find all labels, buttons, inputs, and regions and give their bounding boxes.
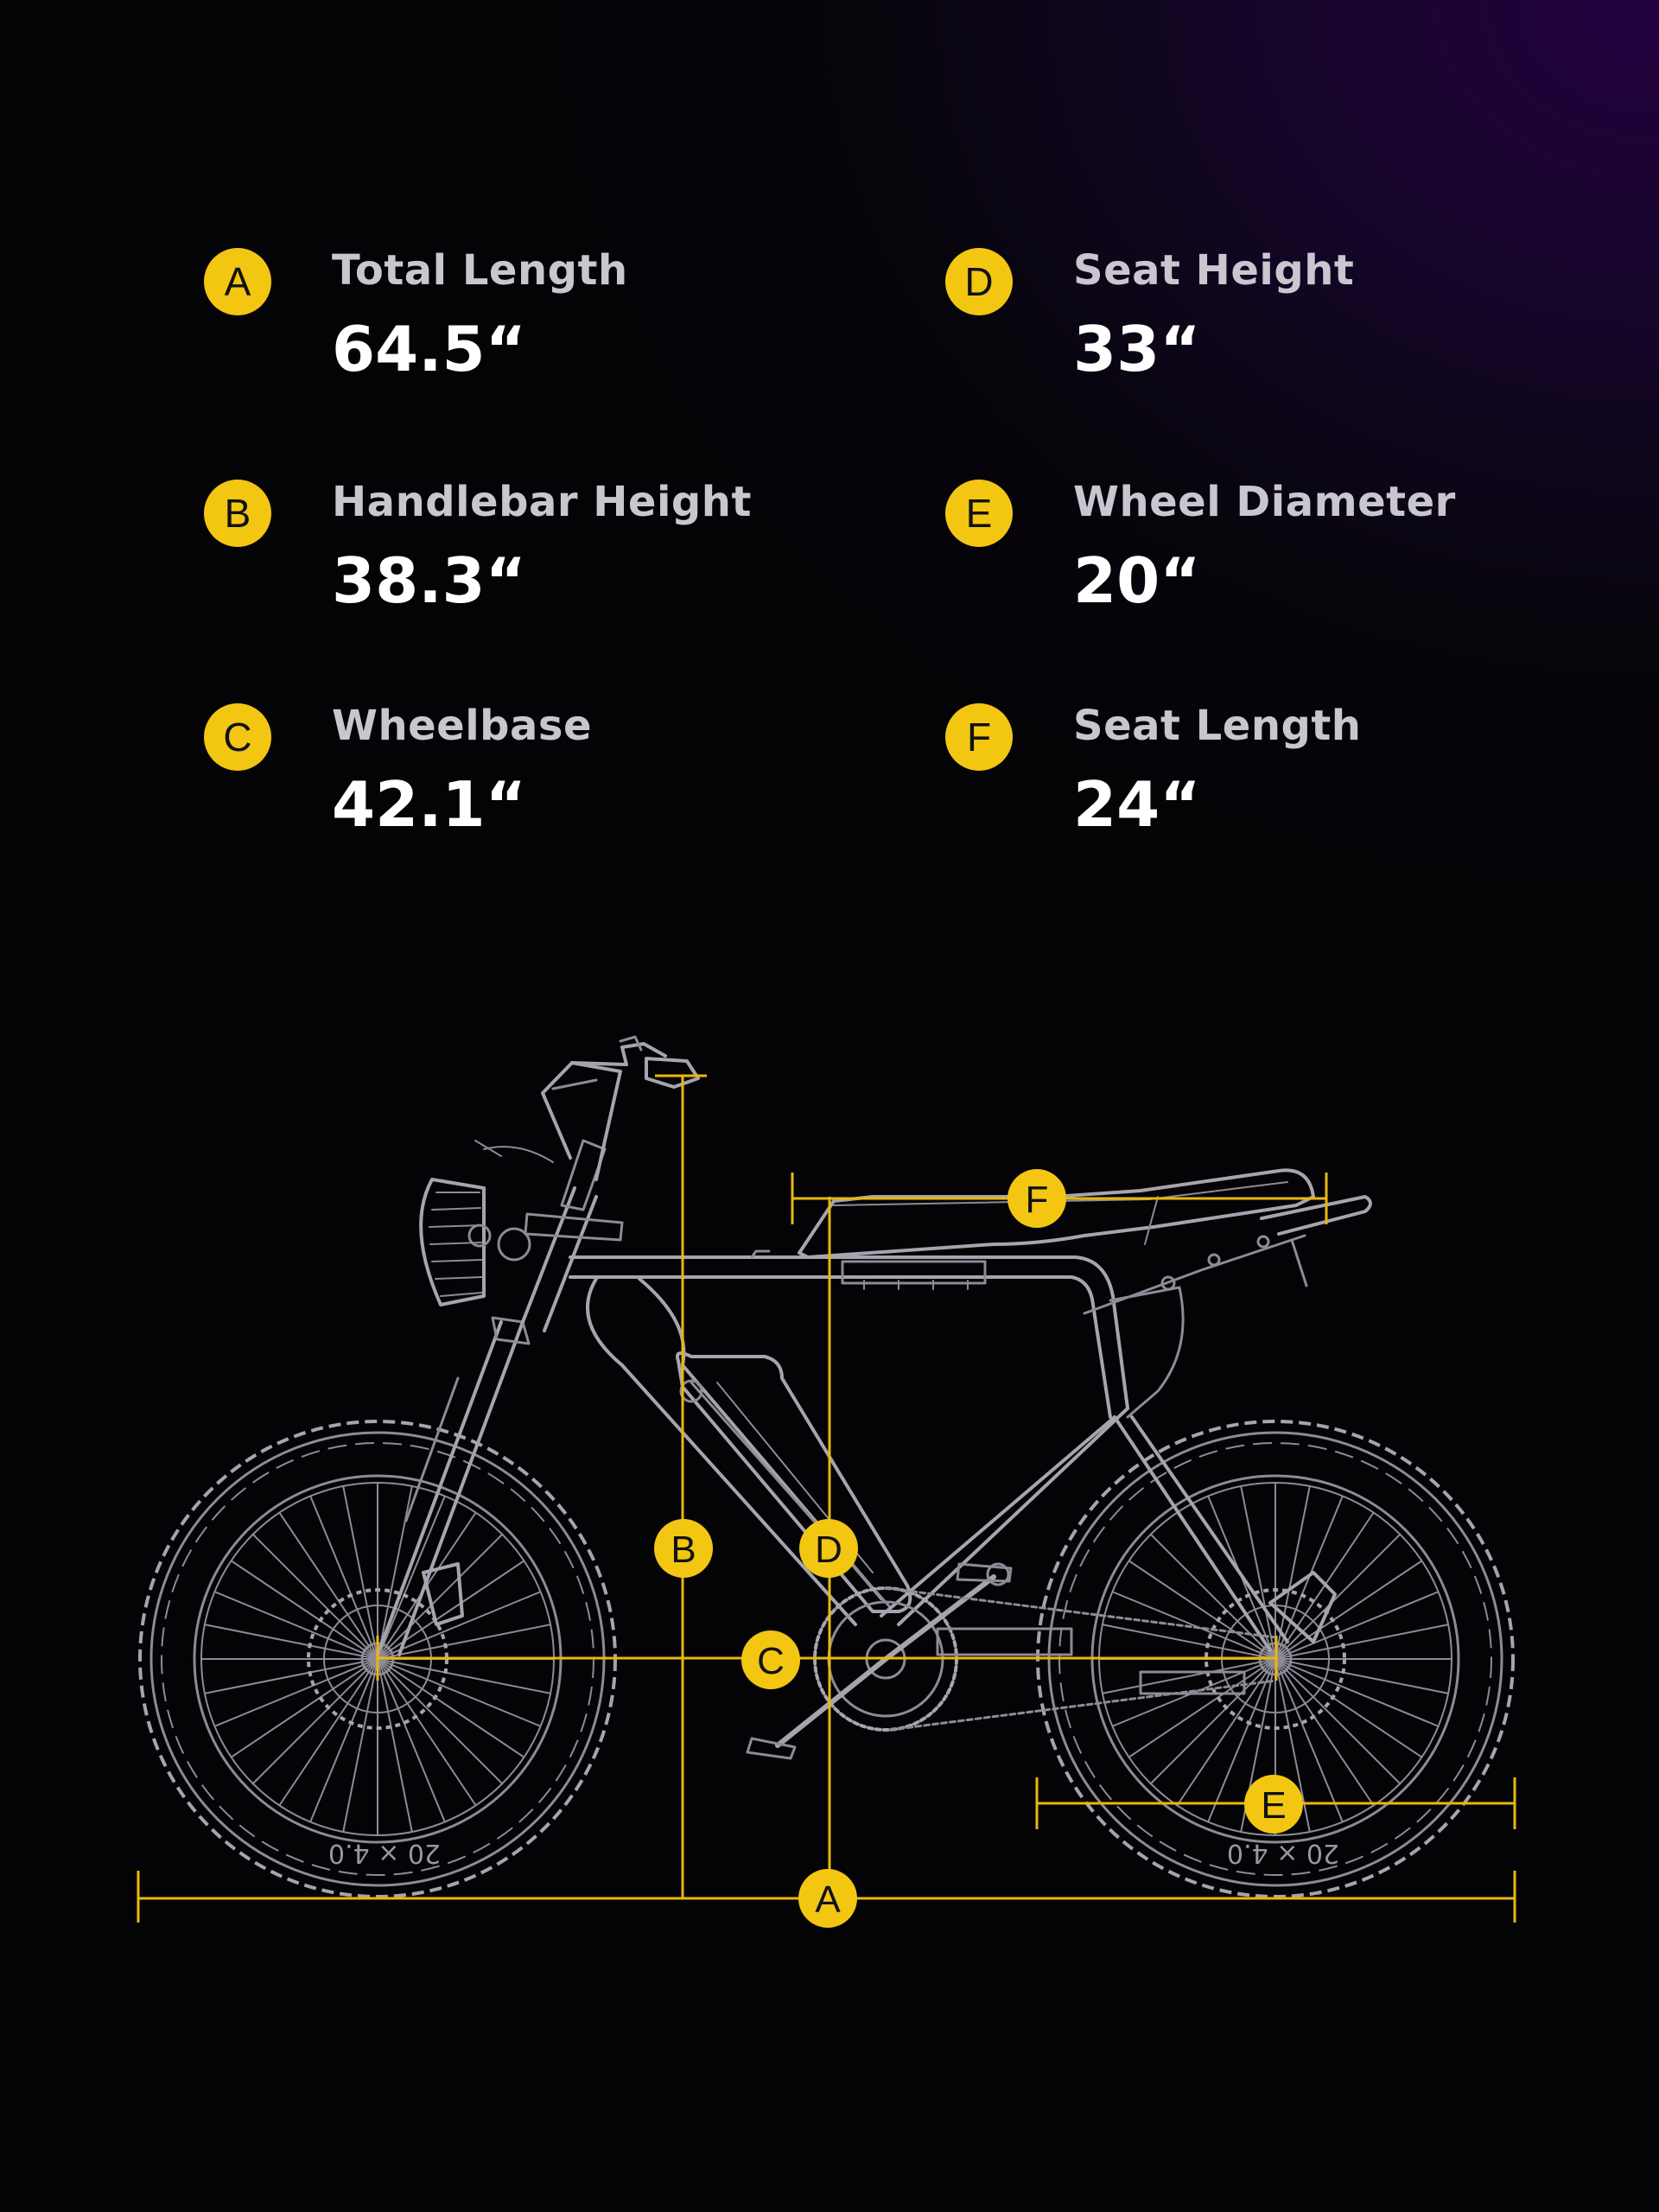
rear-tire-size-label: 20 × 4.0 [1226,1838,1340,1868]
spec-value: 38.3“ [332,544,526,617]
spec-label: Seat Length [1073,702,1362,750]
marker-label: C [757,1640,785,1682]
badge-d: D [945,248,1013,315]
dimension-marker-a [798,1869,857,1928]
dimension-marker-f [1007,1169,1066,1228]
dimension-marker-c [741,1630,800,1689]
badge-c: C [204,703,271,771]
marker-label: B [671,1529,696,1571]
spec-value: 24“ [1073,768,1201,841]
badge-f: F [945,703,1013,771]
spec-value: 42.1“ [332,768,526,841]
spec-handlebar-height [204,480,861,652]
dimension-marker-d [799,1519,858,1578]
front-tire-size-label: 20 × 4.0 [327,1838,442,1868]
marker-label: D [815,1529,842,1571]
spec-label: Total Length [332,246,628,295]
dimension-marker-e [1244,1775,1303,1834]
spec-value: 64.5“ [332,313,526,385]
spec-label: Seat Height [1073,246,1355,295]
bike-dimension-diagram [0,1002,1659,2039]
spec-wheel-diameter [945,480,1602,652]
spec-label: Handlebar Height [332,478,752,526]
spec-list [0,0,1659,907]
spec-seat-height [945,248,1602,421]
dimension-marker-b [654,1519,713,1578]
spec-value: 20“ [1073,544,1201,617]
bike-frame [378,1037,1370,1758]
badge-e: E [945,480,1013,547]
spec-total-length [204,248,861,421]
spec-seat-length [945,703,1602,876]
spec-label: Wheelbase [332,702,593,750]
marker-label: A [815,1878,841,1921]
spec-value: 33“ [1073,313,1201,385]
bike-line-drawing [0,1002,1659,2039]
spec-label: Wheel Diameter [1073,478,1456,526]
marker-label: F [1025,1179,1049,1221]
dimension-lines [138,1076,1515,1923]
badge-a: A [204,248,271,315]
spec-wheelbase [204,703,861,876]
badge-b: B [204,480,271,547]
marker-label: E [1261,1784,1287,1827]
